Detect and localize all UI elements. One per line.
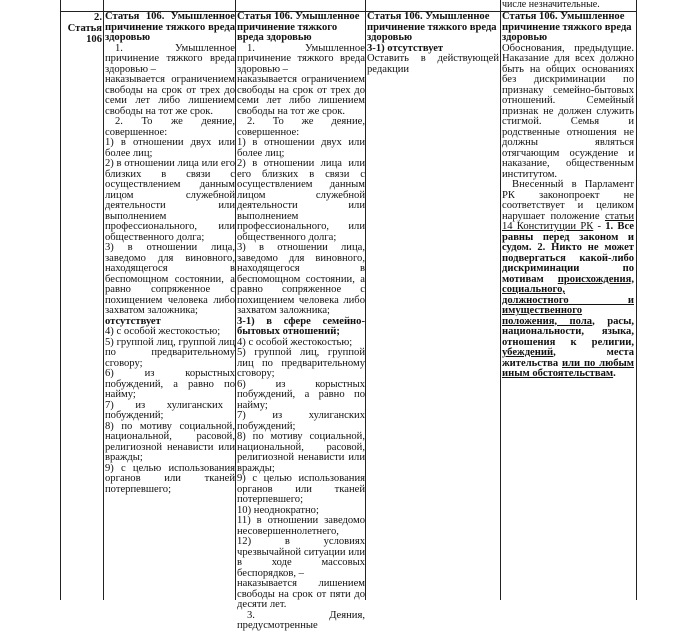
row-number-cell (62, 12, 102, 45)
proposed-law-cell (237, 12, 365, 632)
law-text: 4) с особой жестокостью; (105, 326, 221, 337)
ref-quote-underlined: или по любым иным обстоятельствам (502, 357, 634, 379)
table-divider (500, 0, 501, 600)
law-text: 2. То же деяние, совершенное: (105, 116, 235, 138)
law-text: 3) в отношении лица, заведомо для виновного, находящегося в беспомощном состоянии, а равно сопряженное с похищением человека либо захватом заложника; (237, 242, 365, 316)
row-number: 2. (94, 12, 102, 23)
proposal-cell (367, 12, 499, 75)
law-text: 3. Деяния, предусмотренные (237, 609, 365, 631)
law-text: 2) в отношении лица или его близких в связи с осуществлением данным лицом служебной деятельности или выполнением профессионального, или общественного долга; (105, 158, 235, 243)
law-text: 12) в условиях чрезвычайной ситуации или в ходе массовых беспорядков, – (237, 536, 365, 579)
law-text: 10) неоднократно; (237, 504, 319, 516)
law-text: 8) по мотиву социальной, национальной, расовой, религиозной ненависти или вражды; (105, 420, 235, 463)
article-heading: Статья 106. Умышленное причинение тяжкого вреда здоровью (105, 11, 235, 43)
law-text: 6) из корыстных побуждений, а равно по найму; (237, 378, 365, 411)
law-text: наказывается лишением свободы на срок от пяти до десяти лет. (237, 578, 365, 610)
law-text: 8) по мотиву социальной, национальной, расовой, религиозной ненависти или вражды; (237, 431, 365, 474)
constitution-reference (502, 180, 634, 380)
law-text: 9) с целью использования органов или тканей потерпевшего; (105, 462, 235, 495)
law-text: 1. Умышленное причинение тяжкого вреда здоровью – (105, 42, 235, 75)
ref-quote: 1. Все равны перед законом и судом. 2. Никто не может подвергаться какой-либо дискриминации по мотивам (502, 221, 634, 285)
law-text: 11) в отношении заведомо несовершеннолетнего, (237, 515, 365, 537)
law-text: 7) из хулиганских побуждений; (105, 399, 223, 421)
ref-quote-underlined: убеждений (502, 347, 554, 358)
law-text: 1) в отношении двух или более лиц; (237, 137, 365, 159)
ref-end: . (613, 368, 616, 379)
table-border-right (636, 0, 637, 600)
law-text: 9) с целью использования органов или тканей потерпевшего; (237, 473, 365, 505)
law-text: наказывается ограничением свободы на срок от трех до семи лет либо лишением свободы на тот же срок. (237, 74, 365, 117)
constitution-article-link: статьи 14 Конституции РК (502, 210, 634, 232)
proposal-text: Оставить в действующей редакции (367, 53, 499, 75)
table-divider (365, 0, 366, 600)
table-border-left (60, 0, 61, 600)
ref-quote-underlined: происхождения, социального, должностного и имущественного положения, пола (502, 273, 634, 327)
law-text: 5) группой лиц, группой лиц по предварительному сговору; (237, 347, 365, 379)
previous-row-tail: числе незначительные. (502, 0, 600, 10)
law-text: наказывается ограничением свободы на срок от трех до семи лет либо лишением свободы на тот же срок. (105, 74, 235, 117)
law-text: 2) в отношении лица или его близких в связи с осуществлением данным лицом служебной деятельности или выполнением профессионального, или общественного долга; (237, 158, 365, 243)
proposal-item: 3-1) отсутствует (367, 42, 444, 54)
law-text: 5) группой лиц, группой лиц по предварительному сговору; (105, 336, 235, 369)
justification-cell (502, 12, 634, 380)
table-divider (235, 0, 236, 600)
law-text-added: 3-1) в сфере семейно-бытовых отношений; (237, 315, 365, 337)
justification-text: Обоснования, предыдущие. Наказание для всех должно быть на общих основаниях без дискриминации по признаку семейно-бытовых отношений. Семейный признак не должен служить стигмой. Семья и родственные отношения не должны являться отягчающим осуждение и наказание, общественным институтом. (502, 42, 634, 180)
table-divider (103, 0, 104, 600)
law-text: 1) в отношении двух или более лиц; (105, 137, 235, 159)
ref-quote: , места жительства (502, 347, 634, 369)
article-heading: Статья 106. Умышленное причинение тяжкого вреда здоровью (367, 11, 497, 43)
article-heading: Статья 106. Умышленное причинение тяжкого вреда здоровью (237, 11, 360, 43)
law-text: 4) с особой жестокостью; (237, 336, 353, 348)
law-text: 6) из корыстных побуждений, а равно по найму; (105, 368, 235, 400)
law-text-absent: отсутствует (105, 315, 161, 327)
ref-text: Внесенный в Парламент РК законопроект не соответствует и целиком нарушает положение (502, 179, 634, 222)
ref-quote: , расы, национальности, языка, отношения к религии, (502, 315, 635, 348)
article-heading: Статья 106. Умышленное причинение тяжкого вреда здоровью (502, 11, 632, 43)
law-text: 3) в отношении лица, заведомо для виновного, находящегося в беспомощном состоянии, а равно сопряженное с похищением человека либо захватом заложника; (105, 242, 235, 316)
row-article: Статья 106 (67, 23, 102, 45)
law-text: 1. Умышленное причинение тяжкого вреда здоровью – (237, 42, 365, 75)
ref-sep: - (593, 221, 606, 232)
law-text: 2. То же деяние, совершенное: (237, 116, 365, 138)
law-text: 7) из хулиганских побуждений; (237, 410, 365, 432)
current-law-cell (105, 12, 235, 495)
